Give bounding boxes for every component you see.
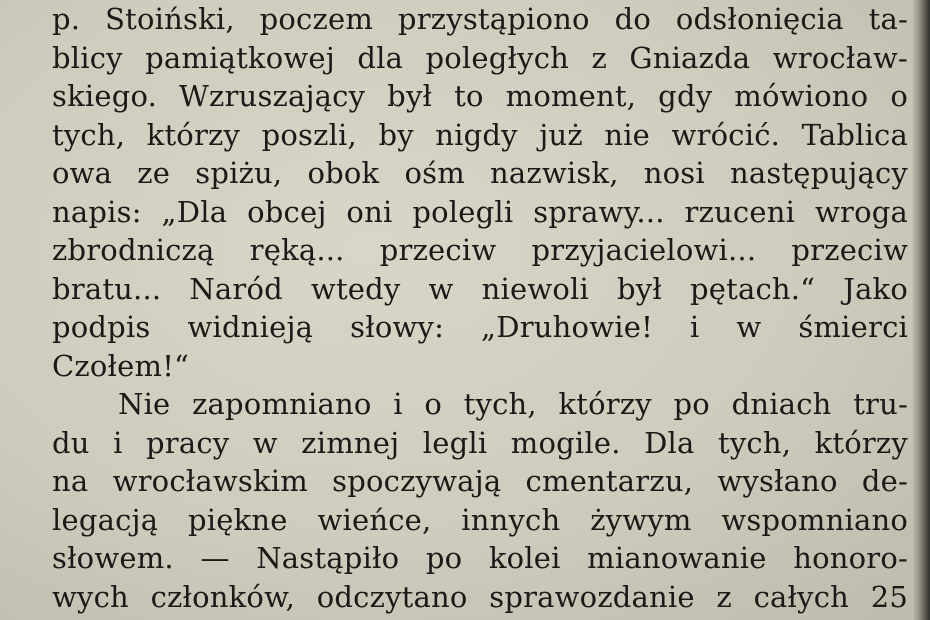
text-line: blicy pamiątkowej dla poległych z Gniazda wrocław- bbox=[52, 40, 908, 75]
article-text bbox=[52, 0, 908, 616]
text-line: napis: „Dla obcej oni polegli sprawy... rzuceni wroga bbox=[52, 194, 908, 229]
paper-edge-shadow bbox=[912, 0, 930, 620]
text-line: du i pracy w zimnej legli mogile. Dla tych, którzy bbox=[52, 425, 908, 460]
text-line: p. Stoiński, poczem przystąpiono do odsłonięcia ta- bbox=[52, 2, 908, 36]
text-line: Nie zapomniano i o tych, którzy po dniach tru- bbox=[118, 387, 908, 421]
text-line: wych członków, odczytano sprawozdanie z całych 25 bbox=[52, 579, 908, 614]
text-line: na wrocławskim spoczywają cmentarzu, wysłano de- bbox=[52, 464, 908, 498]
text-line: owa ze spiżu, obok ośm nazwisk, nosi następujący bbox=[52, 156, 908, 190]
text-line: podpis widnieją słowy: „Druhowie! i w śmierci bbox=[52, 310, 908, 344]
paragraph-2 bbox=[52, 385, 908, 616]
paragraph-1 bbox=[52, 0, 908, 385]
text-line: skiego. Wzruszający był to moment, gdy mówiono o bbox=[52, 79, 908, 113]
text-line: bratu... Naród wtedy w niewoli był pętach.“ Jako bbox=[52, 271, 908, 306]
text-line: słowem. — Nastąpiło po kolei mianowanie honoro- bbox=[52, 541, 908, 575]
text-line: zbrodniczą ręką... przeciw przyjacielowi... przeciw bbox=[52, 233, 908, 267]
text-line: tych, którzy poszli, by nigdy już nie wrócić. Tablica bbox=[52, 117, 908, 152]
text-line: Czołem!“ bbox=[52, 348, 190, 383]
text-line: legacją piękne wieńce, innych żywym wspomniano bbox=[52, 502, 908, 537]
